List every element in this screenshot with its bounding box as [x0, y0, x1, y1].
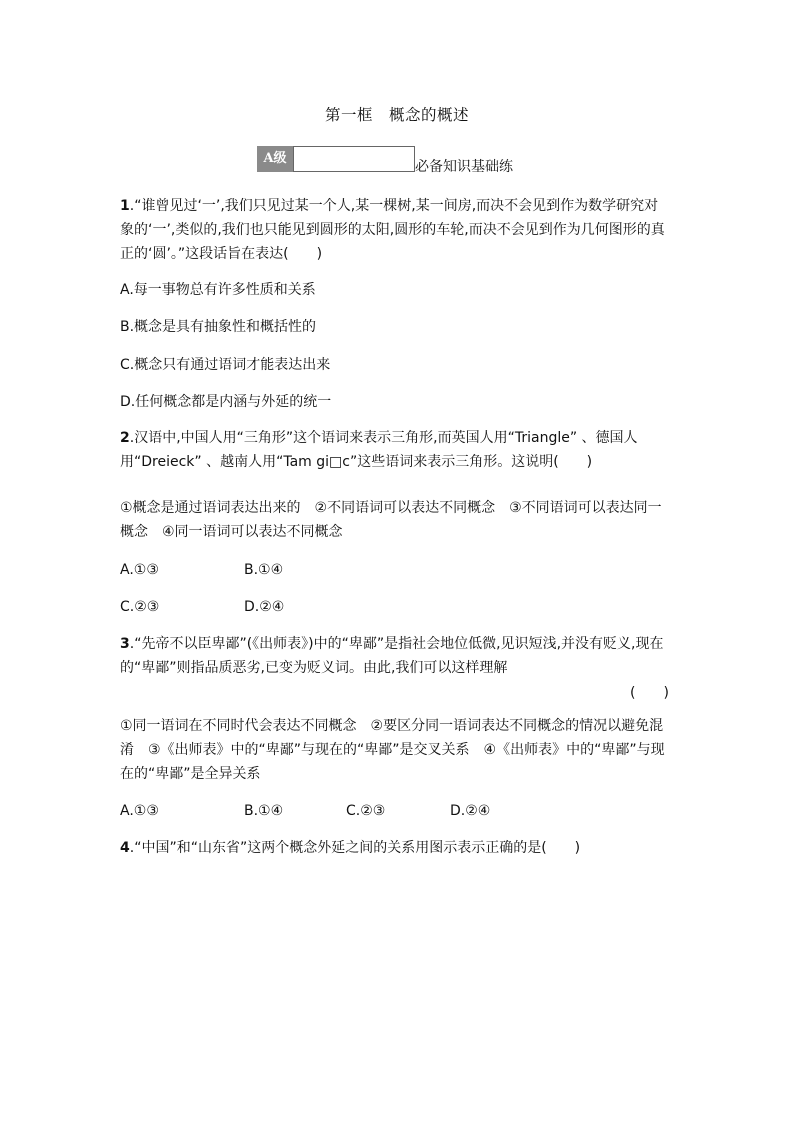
question-3-statements: ①同一语词在不同时代会表达不同概念 ②要区分同一语词表达不同概念的情况以避免混淆 ③《出师表》中的“卑鄙”与现在的“卑鄙”是交叉关系 ④《出师表》中的“卑鄙”与现在的“卑鄙”是全异关系: [120, 718, 665, 782]
question-4-text: [120, 836, 668, 860]
option-c[interactable]: C.②③: [346, 803, 386, 819]
option-c[interactable]: C.概念只有通过语词才能表达出来: [120, 357, 331, 373]
question-stem: .汉语中,中国人用“三角形”这个语词来表示三角形,而英国人用“Triangle” 、德国人用“Dreieck” 、越南人用“Tam gi□c”这些语词来表示三角形。这说明( ): [120, 430, 638, 470]
option-c[interactable]: C.②③: [120, 599, 160, 615]
answer-paren: ( ): [630, 685, 669, 701]
option-b[interactable]: B.①④: [244, 803, 284, 819]
question-2-statements: ①概念是通过语词表达出来的 ②不同语词可以表达不同概念 ③不同语词可以表达同一概念 ④同一语词可以表达不同概念: [120, 500, 662, 540]
level-label: 必备知识基础练: [415, 159, 513, 175]
level-badge: A级: [257, 146, 293, 172]
option-d[interactable]: D.任何概念都是内涵与外延的统一: [120, 394, 332, 410]
question-1-text: [120, 194, 668, 266]
question-number: 3: [120, 636, 130, 652]
option-b[interactable]: B.概念是具有抽象性和概括性的: [120, 319, 317, 335]
option-a[interactable]: A.①③: [120, 803, 159, 819]
level-box: [293, 146, 415, 172]
question-stem: .“中国”和“山东省”这两个概念外延之间的关系用图示表示正确的是( ): [129, 840, 581, 856]
question-3-text: [120, 632, 668, 680]
question-stem: .“谁曾见过‘一’,我们只见过某一个人,某一棵树,某一间房,而决不会见到作为数学研究对象的‘一’,类似的,我们也只能见到圆形的太阳,圆形的车轮,而决不会见到作为几何图形的真正的‘圆’。”这段话旨在表达( ): [120, 198, 665, 262]
page-title: 第一框 概念的概述: [324, 106, 469, 124]
option-b[interactable]: B.①④: [244, 562, 284, 578]
option-a[interactable]: A.①③: [120, 562, 159, 578]
option-d[interactable]: D.②④: [244, 599, 285, 615]
question-2-text: [120, 426, 668, 474]
question-stem: .“先帝不以臣卑鄙”(《出师表》)中的“卑鄙”是指社会地位低微,见识短浅,并没有贬义,现在的“卑鄙”则指品质恶劣,已变为贬义词。由此,我们可以这样理解: [120, 636, 664, 676]
question-number: 1: [120, 198, 130, 214]
question-number: 2: [120, 430, 130, 446]
option-a[interactable]: A.每一事物总有许多性质和关系: [120, 282, 316, 298]
option-d[interactable]: D.②④: [450, 803, 491, 819]
question-number: 4: [120, 840, 130, 856]
